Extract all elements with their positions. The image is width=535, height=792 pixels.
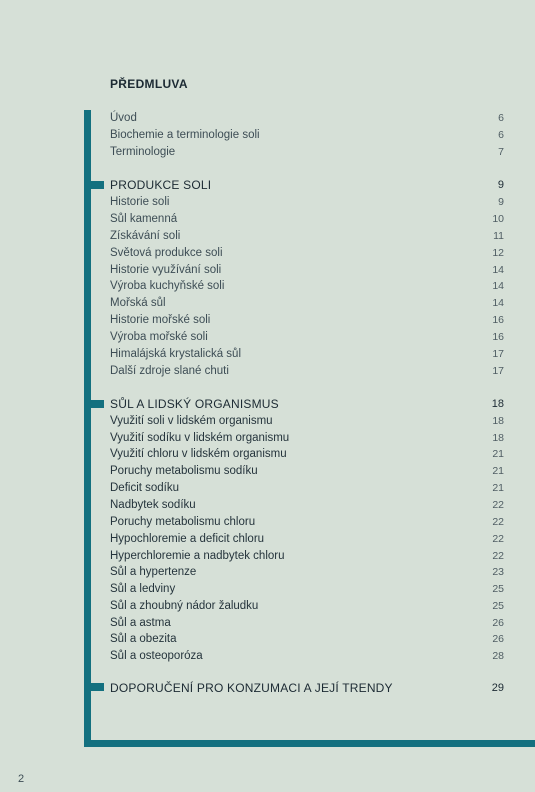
toc-entry-page: 6 [498, 129, 504, 141]
toc-entry-label: Hyperchloremie a nadbytek chloru [110, 550, 285, 562]
toc-section-heading[interactable] [110, 680, 504, 696]
toc-entry-label: Výroba kuchyňské soli [110, 280, 225, 292]
toc-entry-page: 18 [492, 432, 504, 444]
toc-entry-page: 22 [492, 550, 504, 562]
toc-entry[interactable] [110, 480, 504, 496]
toc-entry-page: 28 [492, 650, 504, 662]
toc-entry[interactable] [110, 329, 504, 345]
toc-entry-label: Sůl kamenná [110, 213, 178, 225]
toc-entry-label: Deficit sodíku [110, 482, 180, 494]
toc-entry-label: Další zdroje slané chuti [110, 365, 229, 377]
toc-entry-label: Historie mořské soli [110, 314, 211, 326]
toc-entry[interactable] [110, 127, 504, 143]
toc-entry-label: Sůl a hypertenze [110, 566, 197, 578]
toc-horizontal-bar [84, 740, 535, 747]
toc-entry[interactable] [110, 648, 504, 664]
toc-entry[interactable] [110, 598, 504, 614]
toc-entry-label: Poruchy metabolismu chloru [110, 516, 256, 528]
toc-entry[interactable] [110, 295, 504, 311]
toc-entry-label: Úvod [110, 112, 137, 124]
toc-entry[interactable] [110, 463, 504, 479]
toc-entry[interactable] [110, 110, 504, 126]
toc-entry-page: 18 [492, 415, 504, 427]
toc-entry-page: 26 [492, 633, 504, 645]
toc-entry-label: Hypochloremie a deficit chloru [110, 533, 265, 545]
toc-entry-page: 14 [492, 280, 504, 292]
toc-entry-label: Využití chloru v lidském organismu [110, 448, 287, 460]
toc-entry-label: Historie využívání soli [110, 264, 222, 276]
toc-entry-page: 6 [498, 112, 504, 124]
toc-entry[interactable] [110, 430, 504, 446]
toc-entry-page: 11 [493, 230, 504, 242]
page-number: 2 [18, 773, 25, 785]
toc-entry-label: Biochemie a terminologie soli [110, 129, 260, 141]
section-heading-page: 9 [497, 179, 504, 191]
toc-entry-label: Terminologie [110, 146, 176, 158]
toc-entry-label: Sůl a osteoporóza [110, 650, 203, 662]
toc-entry-page: 22 [492, 533, 504, 545]
toc-entry-page: 25 [492, 583, 504, 595]
toc-entry-page: 7 [498, 146, 504, 158]
toc-entry-label: Himalájská krystalická sůl [110, 348, 242, 360]
toc-entry-label: Výroba mořské soli [110, 331, 208, 343]
section-marker [91, 683, 104, 691]
toc-entry-label: Nadbytek sodíku [110, 499, 196, 511]
toc-entry-page: 16 [492, 314, 504, 326]
toc-entry[interactable] [110, 413, 504, 429]
toc-entry-page: 26 [492, 617, 504, 629]
toc-entry[interactable] [110, 262, 504, 278]
toc-entry-label: Využití soli v lidském organismu [110, 415, 273, 427]
toc-entry[interactable] [110, 278, 504, 294]
toc-entry-page: 17 [492, 365, 504, 377]
toc-entry-label: Sůl a zhoubný nádor žaludku [110, 600, 259, 612]
toc-entry-page: 12 [492, 247, 504, 259]
section-marker [91, 181, 104, 189]
toc-entry-label: Sůl a ledviny [110, 583, 176, 595]
toc-entry-label: Využití sodíku v lidském organismu [110, 432, 290, 444]
toc-vertical-bar [84, 110, 91, 747]
toc-entry[interactable] [110, 144, 504, 160]
toc-entry[interactable] [110, 548, 504, 564]
toc-entry[interactable] [110, 245, 504, 261]
toc-entry[interactable] [110, 514, 504, 530]
toc-entry[interactable] [110, 631, 504, 647]
toc-entry[interactable] [110, 497, 504, 513]
toc-entry-page: 14 [492, 297, 504, 309]
toc-entry-page: 9 [498, 196, 504, 208]
toc-entry[interactable] [110, 531, 504, 547]
toc-entry-label: Sůl a obezita [110, 633, 177, 645]
toc-entry[interactable] [110, 446, 504, 462]
toc-entry[interactable] [110, 312, 504, 328]
toc-entry-page: 21 [492, 448, 504, 460]
toc-entry-page: 14 [492, 264, 504, 276]
toc-entry-page: 23 [492, 566, 504, 578]
toc-entry[interactable] [110, 581, 504, 597]
page-title: PŘEDMLUVA [110, 77, 188, 91]
toc-entry-label: Získávání soli [110, 230, 181, 242]
toc-section-heading[interactable] [110, 177, 504, 193]
toc-entry[interactable] [110, 346, 504, 362]
toc-entry-label: Světová produkce soli [110, 247, 223, 259]
toc-entry-page: 21 [492, 465, 504, 477]
toc-entry-label: Sůl a astma [110, 617, 171, 629]
toc-entry-page: 25 [492, 600, 504, 612]
toc-entry-page: 22 [492, 499, 504, 511]
section-heading-label: PRODUKCE SOLI [110, 178, 212, 192]
toc-entry[interactable] [110, 615, 504, 631]
toc-entry[interactable] [110, 211, 504, 227]
toc-entry-page: 22 [492, 516, 504, 528]
section-marker [91, 400, 104, 408]
toc-entry-label: Mořská sůl [110, 297, 166, 309]
section-heading-label: DOPORUČENÍ PRO KONZUMACI A JEJÍ TRENDY [110, 681, 393, 695]
toc-entry[interactable] [110, 564, 504, 580]
toc-entry[interactable] [110, 228, 504, 244]
toc-entry-page: 17 [492, 348, 504, 360]
section-heading-label: SŮL A LIDSKÝ ORGANISMUS [110, 397, 279, 411]
toc-entry-label: Historie soli [110, 196, 170, 208]
toc-section-heading[interactable] [110, 396, 504, 412]
toc-entry[interactable] [110, 194, 504, 210]
toc-entry[interactable] [110, 363, 504, 379]
toc-entry-page: 21 [492, 482, 504, 494]
toc-entry-page: 16 [492, 331, 504, 343]
section-heading-page: 29 [491, 682, 504, 694]
section-heading-page: 18 [491, 398, 504, 410]
toc-entry-label: Poruchy metabolismu sodíku [110, 465, 258, 477]
toc-entry-page: 10 [492, 213, 504, 225]
